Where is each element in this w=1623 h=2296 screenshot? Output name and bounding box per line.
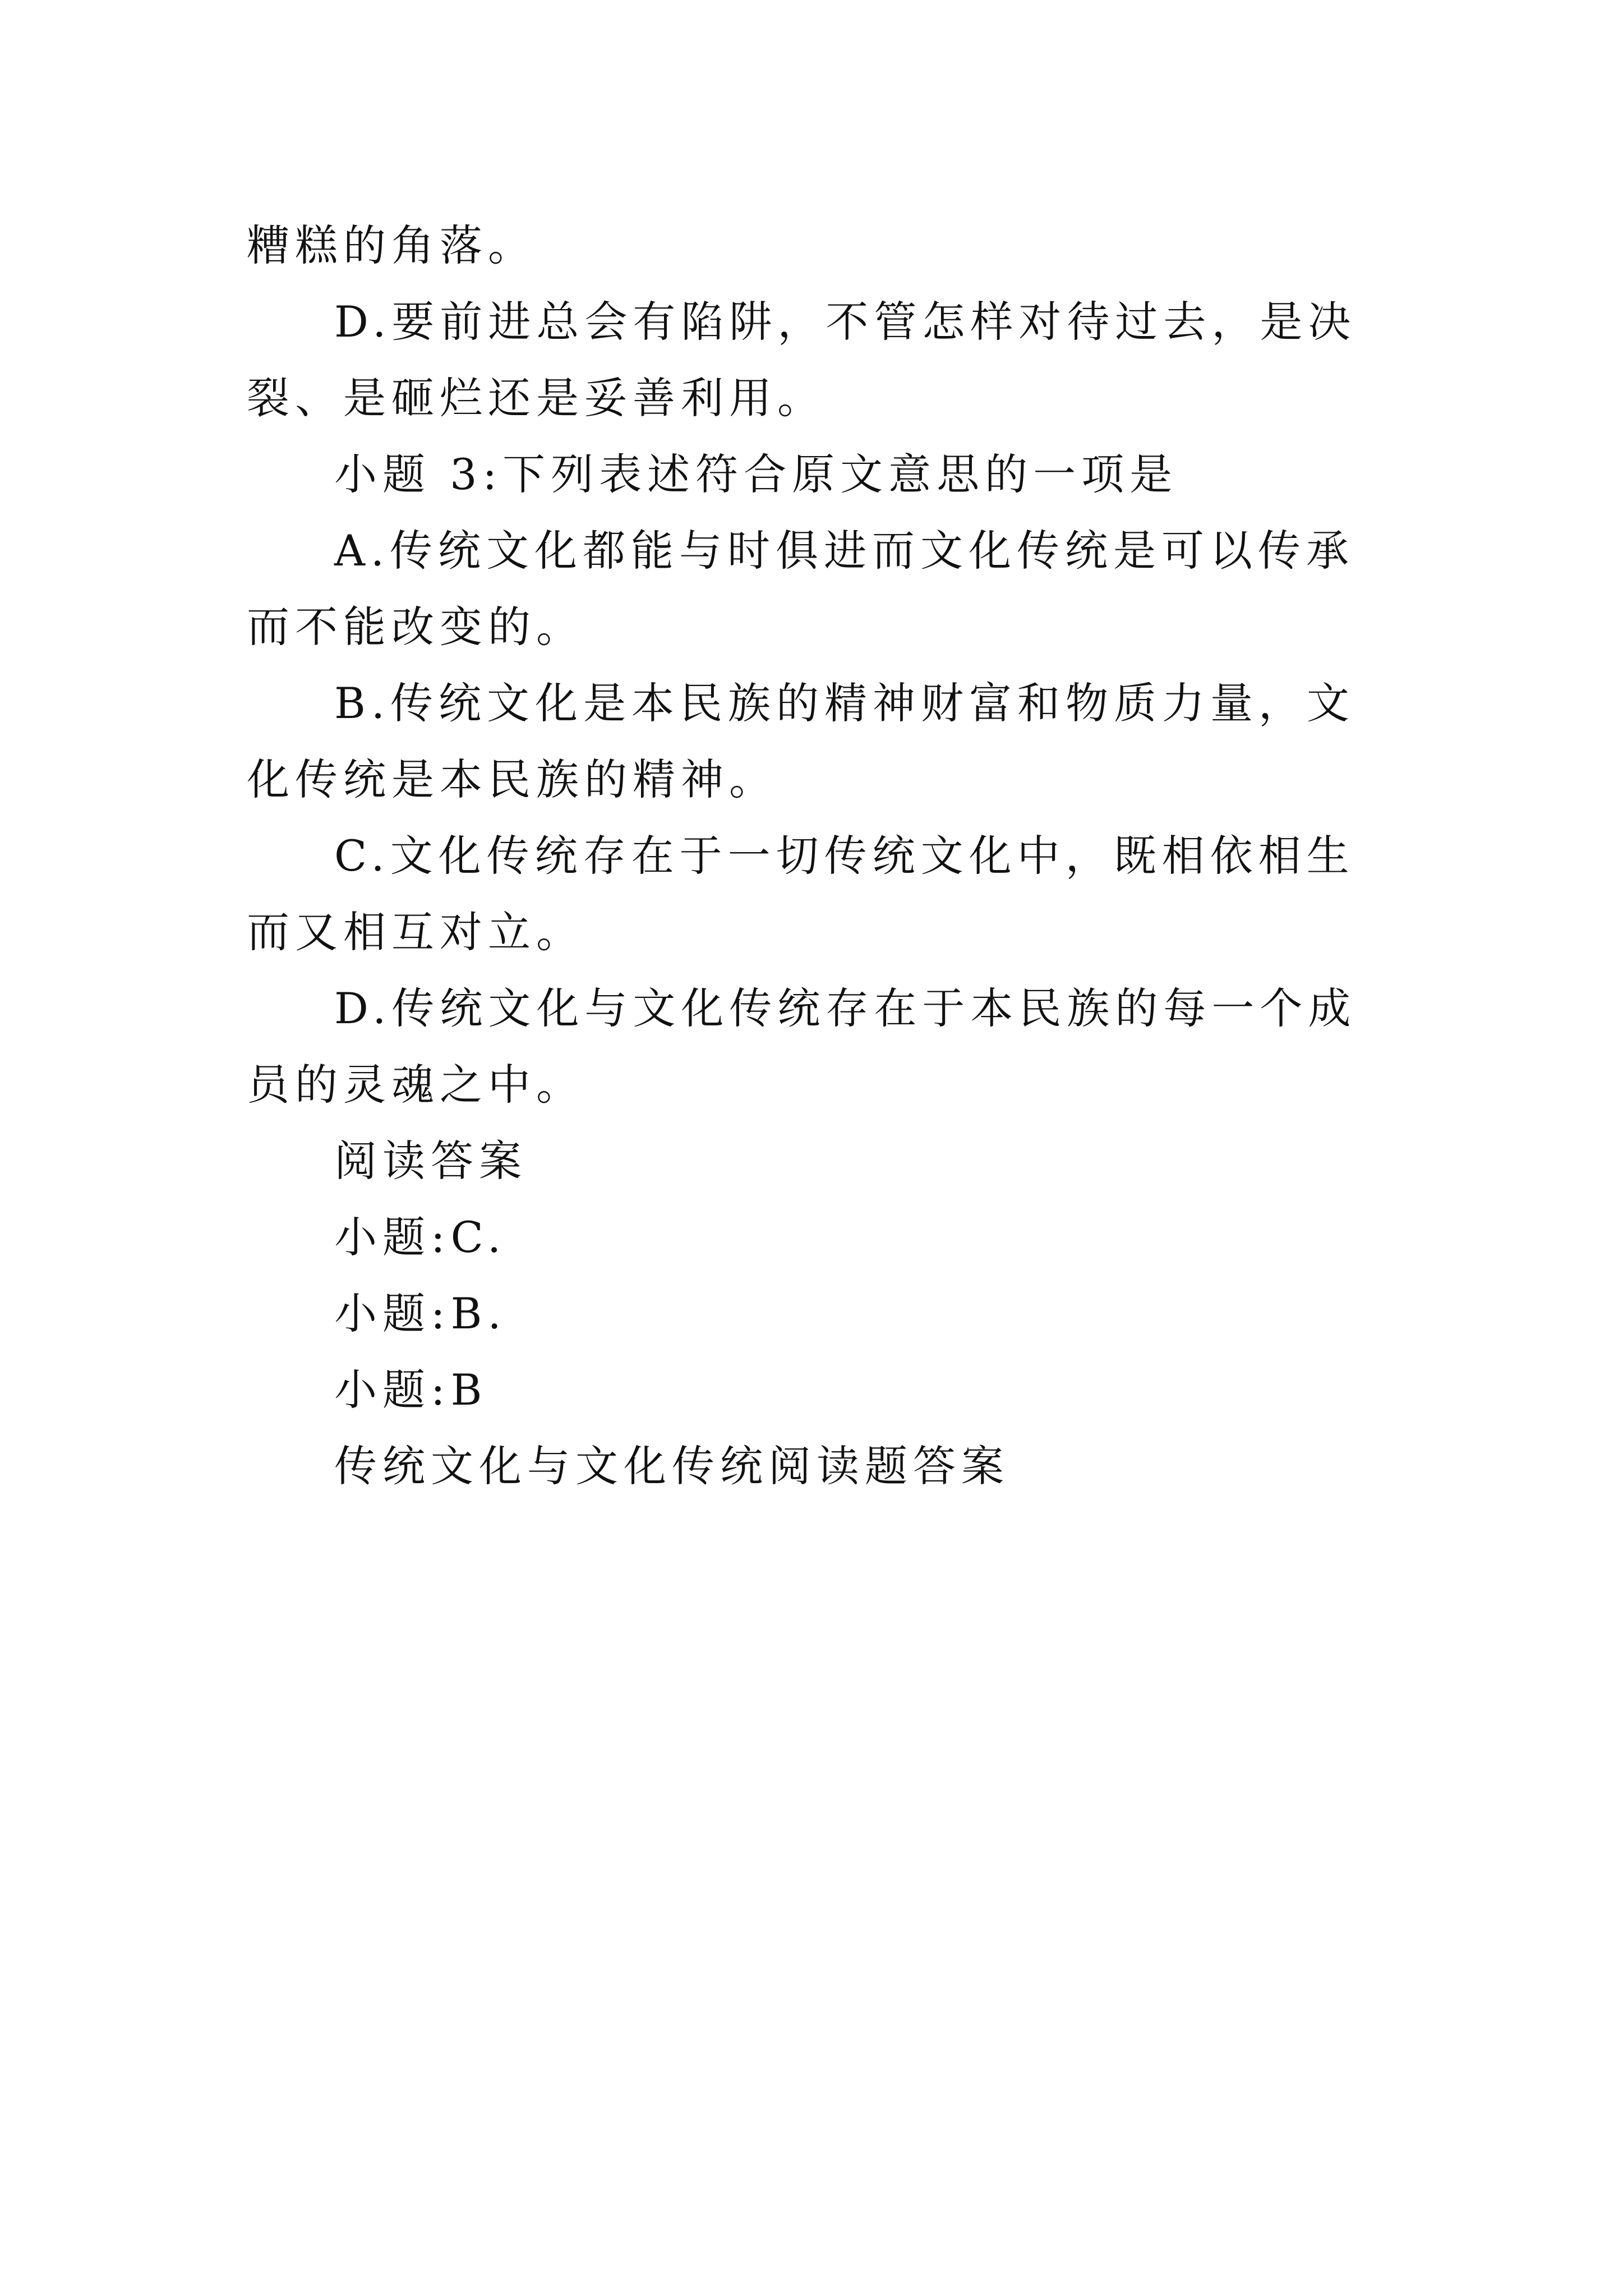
option-c-q3: C.文化传统存在于一切传统文化中，既相依相生而又相互对立。 [247, 831, 1355, 957]
document-body [247, 208, 1385, 1504]
answer-1: 小题:C. [334, 1212, 507, 1262]
option-a-q3: A.传统文化都能与时俱进而文化传统是可以传承而不能改变的。 [247, 526, 1355, 652]
option-d-q2: D.要前进总会有陷阱，不管怎样对待过去，是决裂、是砸烂还是妥善利用。 [247, 297, 1357, 423]
answer-2: 小题:B. [334, 1289, 507, 1338]
question-3-stem: 小题 3:下列表述符合原文意思的一项是 [334, 449, 1178, 499]
paragraph-continuation: 糟糕的角落。 [247, 220, 536, 270]
answer-3: 小题:B [334, 1365, 488, 1415]
option-d-q3: D.传统文化与文化传统存在于本民族的每一个成员的灵魂之中。 [247, 983, 1357, 1110]
closing-title: 传统文化与文化传统阅读题答案 [334, 1441, 1009, 1491]
answers-heading: 阅读答案 [334, 1136, 527, 1186]
option-b-q3: B.传统文化是本民族的精神财富和物质力量，文化传统是本民族的精神。 [247, 678, 1355, 804]
